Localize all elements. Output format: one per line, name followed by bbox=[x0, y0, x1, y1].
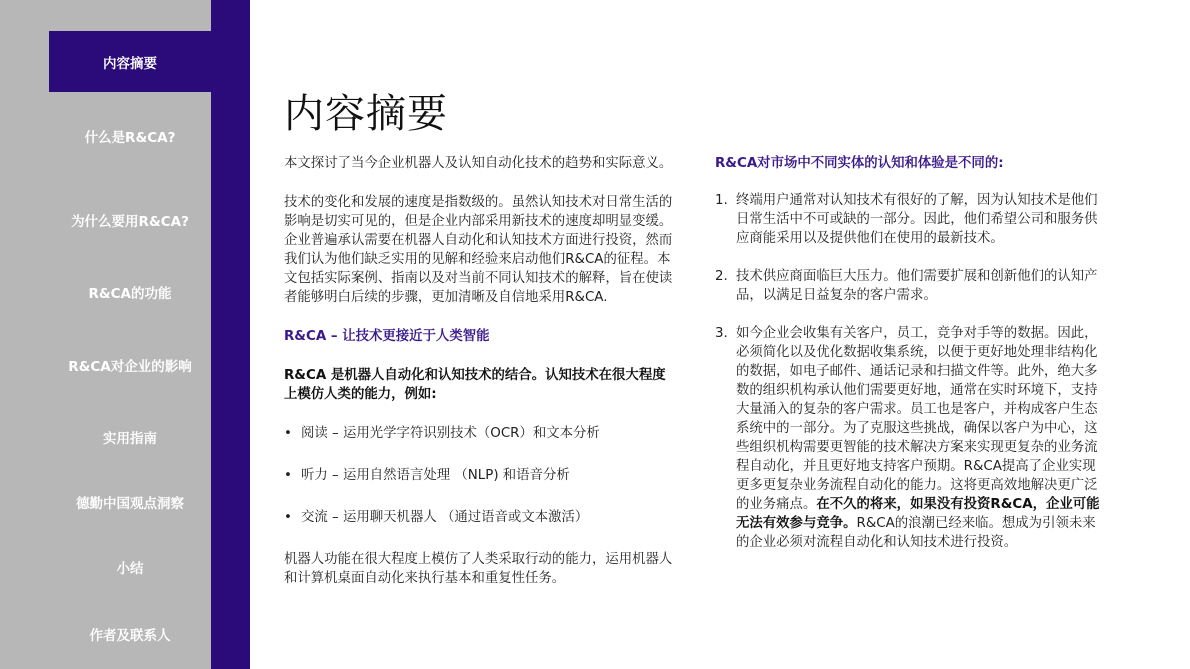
sidebar-item-what-is-rca[interactable]: 什么是R&CA? bbox=[84, 130, 176, 146]
list-item-text: 交流 – 运用聊天机器人 （通过语音或文本激活） bbox=[301, 510, 589, 525]
list-item-text: 技术供应商面临巨大压力。他们需要扩展和创新他们的认知产品，以满足日益复杂的客户需求。 bbox=[736, 269, 1098, 303]
list-number: 1. bbox=[715, 193, 728, 208]
list-item-text: R&CA的浪潮已经来临。想成为引领未来的企业必须对流程自动化和认知技术进行投资。 bbox=[736, 516, 1096, 550]
sidebar-item-summary[interactable]: 内容摘要 bbox=[49, 31, 211, 92]
closing-paragraph: 机器人功能在很大程度上模仿了人类采取行动的能力，运用机器人和计算机桌面自动化来执行基本和重复性任务。 bbox=[284, 552, 673, 586]
capability-list bbox=[284, 424, 674, 527]
intro-paragraph: 本文探讨了当今企业机器人及认知自动化技术的趋势和实际意义。 bbox=[284, 156, 673, 171]
list-item-text: 阅读 – 运用光学字符识别技术（OCR）和文本分析 bbox=[301, 426, 600, 441]
list-item-text: 如今企业会收集有关客户，员工，竞争对手等的数据。因此，必须简化以及优化数据收集系统，以便于更好地处理非结构化的数据，如电子邮件、通话记录和扫描文件等。此外，绝大多数的组织机构承认他们需要更好地，通常在实时环境下，支持大量涌入的复杂的客户需求。员工也是客户，并构成客户生态系统中的一部分。为了克服这些挑战，确保以客户为中心，这些组织机构需要更智能的技术解决方案来实现更复杂的业务流程自动化，并且更好地支持客户预期。R&CA提高了企业实现更多更复杂业务流程自动化的能力。这将更高效地解决更广泛的业务痛点。 bbox=[736, 326, 1098, 512]
list-item bbox=[284, 424, 674, 443]
left-column bbox=[284, 154, 674, 588]
sidebar-item-rca-impact[interactable]: R&CA对企业的影响 bbox=[68, 359, 192, 375]
section-heading: R&CA – 让技术更接近于人类智能 bbox=[284, 329, 490, 344]
bullet-icon: • bbox=[284, 426, 292, 441]
list-item bbox=[715, 324, 1105, 552]
sidebar-item-why-rca[interactable]: 为什么要用R&CA? bbox=[71, 214, 189, 230]
bullet-icon: • bbox=[284, 510, 292, 525]
sidebar-item-deloitte-insights[interactable]: 德勤中国观点洞察 bbox=[76, 496, 184, 512]
list-item bbox=[284, 508, 674, 527]
sidebar-accent-bar bbox=[211, 0, 250, 669]
list-item-bold-text: 在不久的将来，如果没有投资R&CA，企业可能无法有效参与竞争。 bbox=[736, 497, 1100, 531]
list-item-text: 听力 – 运用自然语言处理 （NLP) 和语音分析 bbox=[301, 468, 570, 483]
list-item bbox=[715, 267, 1105, 305]
page-title: 内容摘要 bbox=[284, 91, 448, 137]
numbered-list bbox=[715, 191, 1105, 552]
bullet-icon: • bbox=[284, 468, 292, 483]
bold-intro: R&CA 是机器人自动化和认知技术的结合。认知技术在很大程度上模仿人类的能力，例如: bbox=[284, 368, 666, 402]
list-number: 2. bbox=[715, 269, 728, 284]
body-paragraph: 技术的变化和发展的速度是指数级的。虽然认知技术对日常生活的影响是切实可见的，但是企业内部采用新技术的速度却明显变缓。企业普遍承认需要在机器人自动化和认知技术方面进行投资，然而我们认为他们缺乏实用的见解和经验来启动他们R&CA的征程。本文包括实际案例、指南以及对当前不同认知技术的解释，旨在使读者能够明白后续的步骤，更加清晰及自信地采用R&CA. bbox=[284, 195, 673, 305]
sidebar-item-rca-features[interactable]: R&CA的功能 bbox=[88, 286, 172, 302]
sidebar-item-conclusion[interactable]: 小结 bbox=[116, 561, 144, 577]
sidebar bbox=[0, 0, 211, 669]
right-section-heading: R&CA对市场中不同实体的认知和体验是不同的: bbox=[715, 156, 1004, 171]
sidebar-item-authors-contacts[interactable]: 作者及联系人 bbox=[89, 628, 171, 644]
sidebar-item-practical-guide[interactable]: 实用指南 bbox=[103, 431, 157, 447]
list-item bbox=[284, 466, 674, 485]
list-item-text: 终端用户通常对认知技术有很好的了解，因为认知技术是他们日常生活中不可或缺的一部分。因此，他们希望公司和服务供应商能采用以及提供他们在使用的最新技术。 bbox=[736, 193, 1098, 246]
list-item bbox=[715, 191, 1105, 248]
list-number: 3. bbox=[715, 326, 728, 341]
right-column bbox=[715, 154, 1105, 571]
